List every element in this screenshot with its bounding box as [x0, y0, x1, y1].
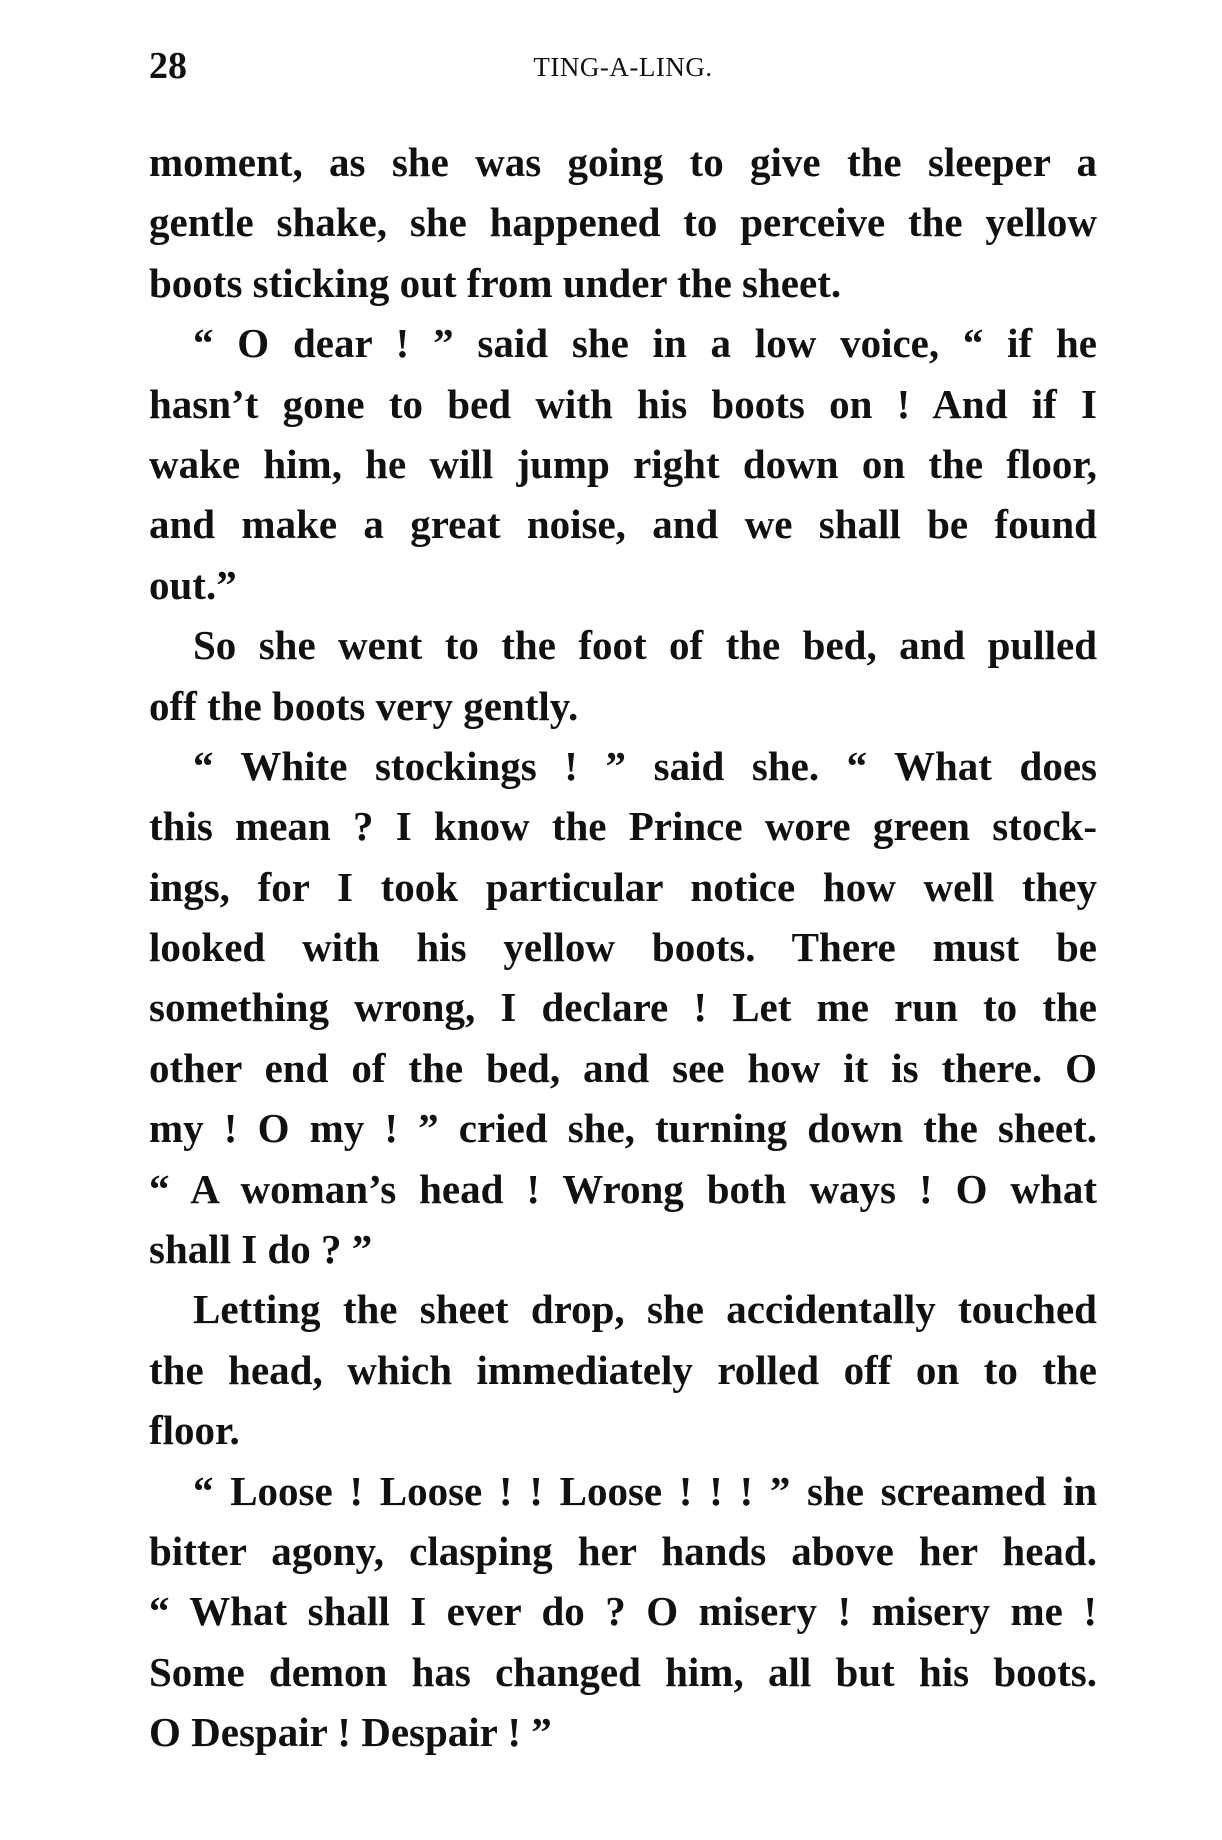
- text-line: “ What shall I ever do ? O misery ! misery me !: [149, 1588, 1097, 1635]
- text-line: “ White stockings ! ” said she. “ What does: [193, 742, 1097, 789]
- text-line: looked with his yellow boots. There must be: [149, 924, 1097, 971]
- text-line: O Despair ! Despair ! ”: [149, 1709, 552, 1756]
- text-line: Some demon has changed him, all but his boots.: [149, 1648, 1097, 1695]
- text-line: “ A woman’s head ! Wrong both ways ! O what: [149, 1165, 1097, 1212]
- text-line: floor.: [149, 1407, 240, 1454]
- text-line: Letting the sheet drop, she accidentally touched: [193, 1286, 1097, 1333]
- text-line: my ! O my ! ” cried she, turning down the sheet.: [149, 1105, 1097, 1152]
- page-header: [149, 44, 1097, 94]
- text-line: boots sticking out from under the sheet.: [149, 259, 842, 306]
- text-line: other end of the bed, and see how it is there. O: [149, 1044, 1097, 1091]
- text-line: out.”: [149, 561, 237, 608]
- text-line: wake him, he will jump right down on the floor,: [149, 440, 1097, 487]
- text-line: gentle shake, she happened to perceive the yellow: [149, 199, 1097, 246]
- text-line: hasn’t gone to bed with his boots on ! And if I: [149, 380, 1097, 427]
- text-line: “ Loose ! Loose ! ! Loose ! ! ! ” she screamed in: [193, 1467, 1097, 1514]
- text-line: off the boots very gently.: [149, 682, 579, 729]
- text-line: the head, which immediately rolled off on to the: [149, 1346, 1097, 1393]
- running-title: TING-A-LING.: [533, 52, 713, 82]
- text-line: ings, for I took particular notice how well they: [149, 863, 1097, 910]
- text-line: bitter agony, clasping her hands above her head.: [149, 1527, 1097, 1574]
- text-line: “ O dear ! ” said she in a low voice, “ if he: [193, 320, 1097, 367]
- body-text: [149, 132, 1097, 1763]
- text-line: something wrong, I declare ! Let me run to the: [149, 984, 1097, 1031]
- text-line: So she went to the foot of the bed, and pulled: [193, 622, 1097, 669]
- text-line: this mean ? I know the Prince wore green stock-: [149, 803, 1097, 850]
- text-line: moment, as she was going to give the sleeper a: [149, 139, 1097, 185]
- page-number: 28: [149, 45, 187, 87]
- text-line: shall I do ? ”: [149, 1226, 373, 1273]
- text-line: and make a great noise, and we shall be found: [149, 501, 1097, 548]
